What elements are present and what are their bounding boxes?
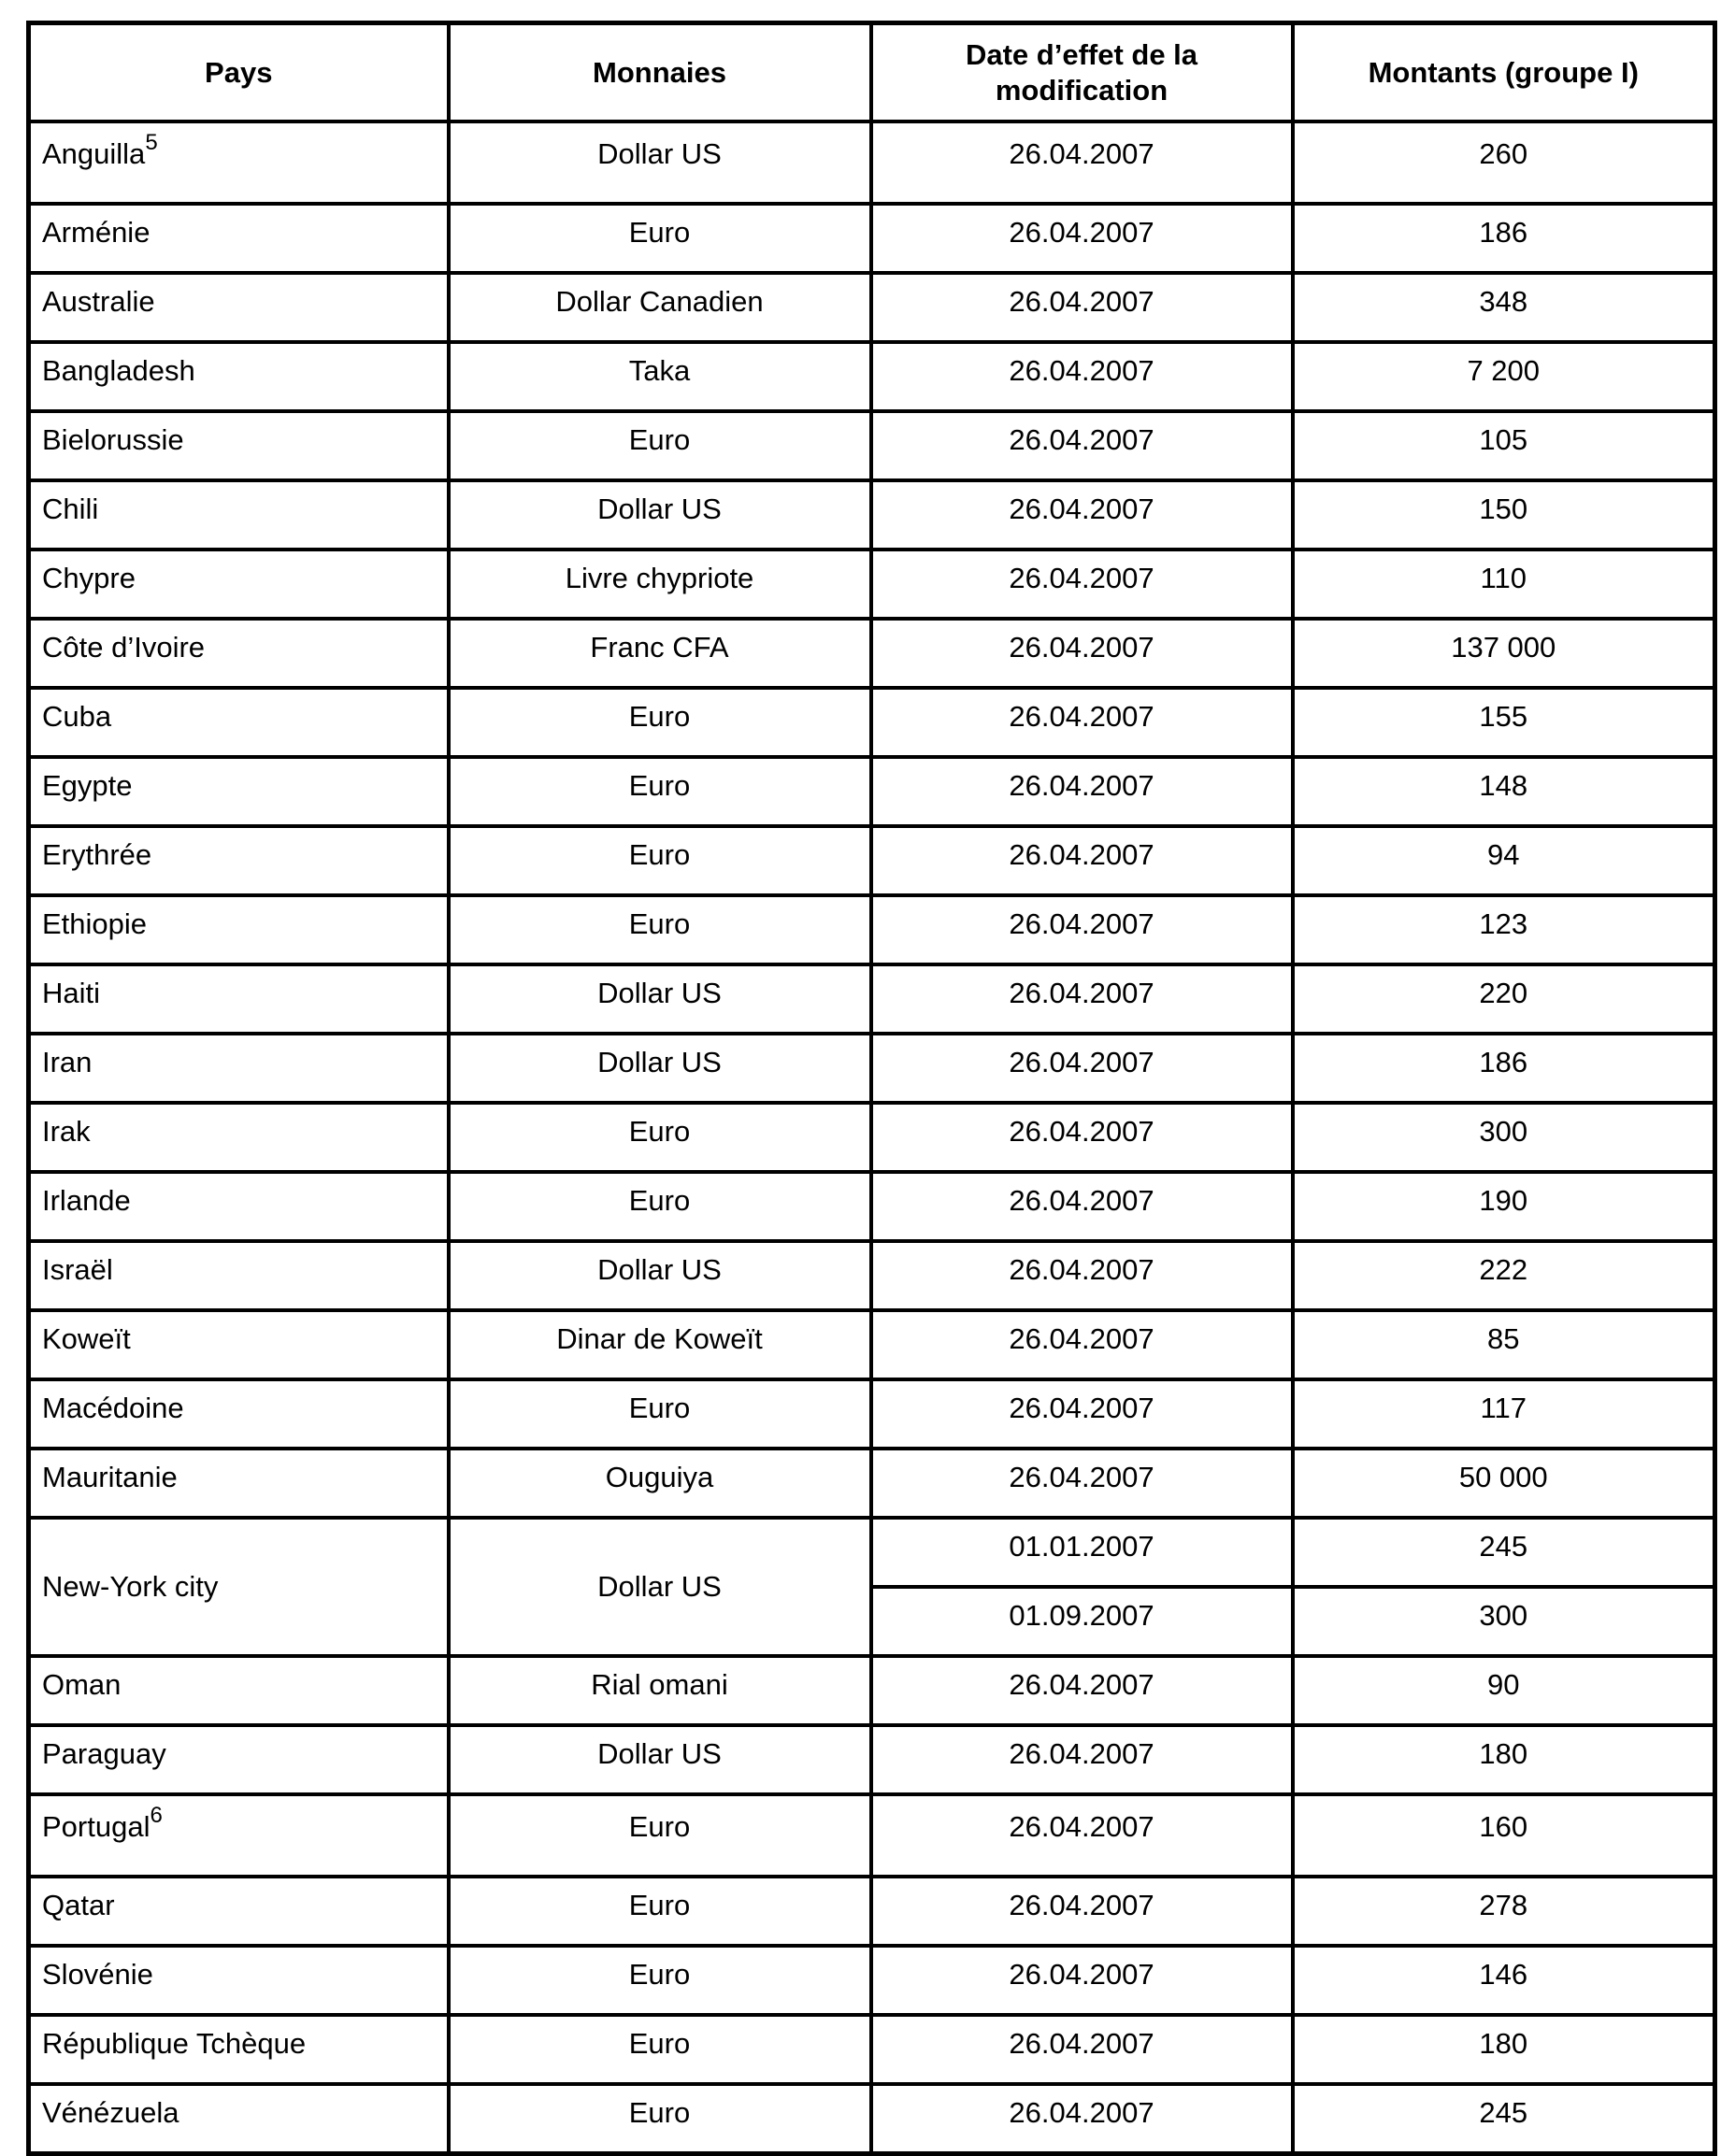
- table-row: [29, 1656, 1715, 1725]
- table-row: [29, 1877, 1715, 1946]
- currency-cell: Euro: [449, 1172, 871, 1241]
- country-cell: [29, 619, 449, 688]
- date-cell: 26.04.2007: [871, 1103, 1293, 1172]
- footnote-marker: 6: [150, 1802, 163, 1828]
- date-cell: 26.04.2007: [871, 895, 1293, 964]
- currency-cell: Euro: [449, 1103, 871, 1172]
- country-cell: [29, 1946, 449, 2015]
- country-name: Erythrée: [42, 838, 152, 871]
- currency-cell: Franc CFA: [449, 619, 871, 688]
- country-name: Australie: [42, 285, 155, 318]
- currency-cell: Dollar US: [449, 1241, 871, 1310]
- table-row: [29, 1518, 1715, 1587]
- date-cell: 26.04.2007: [871, 1034, 1293, 1103]
- table-row: [29, 342, 1715, 411]
- date-cell: 26.04.2007: [871, 204, 1293, 273]
- country-cell: [29, 411, 449, 480]
- date-cell: 26.04.2007: [871, 2015, 1293, 2084]
- table-row: [29, 619, 1715, 688]
- date-cell: 01.09.2007: [871, 1587, 1293, 1656]
- amount-cell: 117: [1293, 1379, 1715, 1449]
- country-name: Côte d’Ivoire: [42, 631, 206, 664]
- country-name: Egypte: [42, 769, 133, 802]
- document-page: [26, 21, 1717, 2156]
- country-name: Arménie: [42, 216, 151, 249]
- amount-cell: 300: [1293, 1587, 1715, 1656]
- country-name: Iran: [42, 1046, 93, 1078]
- amount-cell: 155: [1293, 688, 1715, 757]
- date-cell: 26.04.2007: [871, 480, 1293, 550]
- currency-cell: Dollar US: [449, 964, 871, 1034]
- date-cell: 26.04.2007: [871, 121, 1293, 204]
- table-row: [29, 1946, 1715, 2015]
- table-row: [29, 2015, 1715, 2084]
- currency-cell: Euro: [449, 688, 871, 757]
- table-row: [29, 1449, 1715, 1518]
- amount-cell: 245: [1293, 1518, 1715, 1587]
- date-cell: 01.01.2007: [871, 1518, 1293, 1587]
- date-cell: 26.04.2007: [871, 1172, 1293, 1241]
- country-name: Bielorussie: [42, 423, 184, 456]
- currency-cell: Euro: [449, 204, 871, 273]
- country-name: Chypre: [42, 562, 136, 594]
- date-cell: 26.04.2007: [871, 826, 1293, 895]
- table-row: [29, 550, 1715, 619]
- amount-cell: 348: [1293, 273, 1715, 342]
- country-name: Haiti: [42, 977, 101, 1009]
- date-cell: 26.04.2007: [871, 1794, 1293, 1877]
- table-row: [29, 480, 1715, 550]
- amount-cell: 180: [1293, 1725, 1715, 1794]
- amount-cell: 245: [1293, 2084, 1715, 2154]
- country-cell: [29, 1877, 449, 1946]
- currency-cell: Dollar US: [449, 1725, 871, 1794]
- amount-cell: 300: [1293, 1103, 1715, 1172]
- currency-cell: Dollar Canadien: [449, 273, 871, 342]
- country-cell: [29, 1034, 449, 1103]
- date-cell: 26.04.2007: [871, 2084, 1293, 2154]
- allowance-table: [26, 21, 1717, 2156]
- currency-cell: Dollar US: [449, 480, 871, 550]
- country-cell: [29, 480, 449, 550]
- table-row: [29, 1103, 1715, 1172]
- amount-cell: 146: [1293, 1946, 1715, 2015]
- currency-cell: Euro: [449, 2084, 871, 2154]
- date-cell: 26.04.2007: [871, 550, 1293, 619]
- table-row: [29, 964, 1715, 1034]
- amount-cell: 90: [1293, 1656, 1715, 1725]
- currency-cell: Euro: [449, 2015, 871, 2084]
- country-name: Slovénie: [42, 1958, 153, 1991]
- country-cell: [29, 1656, 449, 1725]
- date-cell: 26.04.2007: [871, 619, 1293, 688]
- date-cell: 26.04.2007: [871, 1656, 1293, 1725]
- amount-cell: 7 200: [1293, 342, 1715, 411]
- table-row: [29, 121, 1715, 204]
- country-name: Ethiopie: [42, 907, 148, 940]
- table-row: [29, 1172, 1715, 1241]
- date-cell: 26.04.2007: [871, 964, 1293, 1034]
- date-cell: 26.04.2007: [871, 1946, 1293, 2015]
- table-row: [29, 1725, 1715, 1794]
- country-name: Cuba: [42, 700, 112, 733]
- country-name: Israël: [42, 1253, 113, 1286]
- currency-cell: Dollar US: [449, 121, 871, 204]
- country-cell: [29, 2084, 449, 2154]
- table-row: [29, 411, 1715, 480]
- amount-cell: 150: [1293, 480, 1715, 550]
- country-cell: [29, 1379, 449, 1449]
- footnote-marker: 5: [145, 129, 158, 155]
- country-cell: [29, 1725, 449, 1794]
- date-cell: 26.04.2007: [871, 688, 1293, 757]
- country-name: République Tchèque: [42, 2027, 307, 2060]
- country-name: Vénézuela: [42, 2096, 179, 2129]
- country-name: Irlande: [42, 1184, 131, 1217]
- header-currency: Monnaies: [449, 23, 871, 122]
- currency-cell: Euro: [449, 826, 871, 895]
- currency-cell: Euro: [449, 411, 871, 480]
- date-cell: 26.04.2007: [871, 273, 1293, 342]
- country-cell: New-York city: [29, 1518, 449, 1656]
- country-cell: [29, 1449, 449, 1518]
- amount-cell: 220: [1293, 964, 1715, 1034]
- currency-cell: Euro: [449, 757, 871, 826]
- country-cell: [29, 121, 449, 204]
- currency-cell: Euro: [449, 1379, 871, 1449]
- amount-cell: 94: [1293, 826, 1715, 895]
- table-row: [29, 688, 1715, 757]
- amount-cell: 186: [1293, 1034, 1715, 1103]
- amount-cell: 160: [1293, 1794, 1715, 1877]
- date-cell: 26.04.2007: [871, 757, 1293, 826]
- country-name: Paraguay: [42, 1737, 166, 1770]
- country-cell: [29, 342, 449, 411]
- currency-cell: Dinar de Koweït: [449, 1310, 871, 1379]
- country-name: Koweït: [42, 1322, 131, 1355]
- country-cell: [29, 550, 449, 619]
- date-cell: 26.04.2007: [871, 1379, 1293, 1449]
- currency-cell: Dollar US: [449, 1034, 871, 1103]
- amount-cell: 123: [1293, 895, 1715, 964]
- currency-cell: Euro: [449, 1946, 871, 2015]
- country-name: Oman: [42, 1668, 122, 1701]
- table-row: [29, 757, 1715, 826]
- country-cell: [29, 1241, 449, 1310]
- header-country: Pays: [29, 23, 449, 122]
- table-row: [29, 1241, 1715, 1310]
- table-row: [29, 2084, 1715, 2154]
- amount-cell: 278: [1293, 1877, 1715, 1946]
- date-cell: 26.04.2007: [871, 411, 1293, 480]
- currency-cell: Dollar US: [449, 1518, 871, 1656]
- country-cell: [29, 1310, 449, 1379]
- currency-cell: Taka: [449, 342, 871, 411]
- table-body: [29, 121, 1715, 2154]
- country-name: Chili: [42, 493, 99, 525]
- currency-cell: Rial omani: [449, 1656, 871, 1725]
- table-row: [29, 273, 1715, 342]
- date-cell: 26.04.2007: [871, 1310, 1293, 1379]
- amount-cell: 222: [1293, 1241, 1715, 1310]
- currency-cell: Ouguiya: [449, 1449, 871, 1518]
- country-cell: [29, 1172, 449, 1241]
- country-name: Qatar: [42, 1889, 115, 1921]
- date-cell: 26.04.2007: [871, 1877, 1293, 1946]
- currency-cell: Euro: [449, 1794, 871, 1877]
- amount-cell: 186: [1293, 204, 1715, 273]
- country-cell: [29, 826, 449, 895]
- amount-cell: 260: [1293, 121, 1715, 204]
- country-cell: [29, 1794, 449, 1877]
- country-name: Irak: [42, 1115, 91, 1148]
- table-row: [29, 1379, 1715, 1449]
- header-amount: Montants (groupe I): [1293, 23, 1715, 122]
- country-name: Portugal: [42, 1810, 151, 1843]
- amount-cell: 148: [1293, 757, 1715, 826]
- currency-cell: Euro: [449, 895, 871, 964]
- country-cell: [29, 895, 449, 964]
- country-name: Macédoine: [42, 1392, 184, 1424]
- header-row: [29, 23, 1715, 122]
- amount-cell: 137 000: [1293, 619, 1715, 688]
- date-cell: 26.04.2007: [871, 342, 1293, 411]
- country-cell: [29, 964, 449, 1034]
- date-cell: 26.04.2007: [871, 1241, 1293, 1310]
- country-name: Anguilla: [42, 137, 146, 170]
- country-name: Mauritanie: [42, 1461, 178, 1493]
- table-row: [29, 204, 1715, 273]
- country-cell: [29, 688, 449, 757]
- table-row: [29, 826, 1715, 895]
- currency-cell: Livre chypriote: [449, 550, 871, 619]
- table-header: [29, 23, 1715, 122]
- table-row: [29, 1310, 1715, 1379]
- country-cell: [29, 204, 449, 273]
- amount-cell: 110: [1293, 550, 1715, 619]
- date-cell: 26.04.2007: [871, 1725, 1293, 1794]
- country-cell: [29, 1103, 449, 1172]
- header-date: Date d’effet de la modification: [871, 23, 1293, 122]
- country-cell: [29, 2015, 449, 2084]
- amount-cell: 85: [1293, 1310, 1715, 1379]
- date-cell: 26.04.2007: [871, 1449, 1293, 1518]
- table-row: [29, 1034, 1715, 1103]
- table-row: [29, 1794, 1715, 1877]
- amount-cell: 180: [1293, 2015, 1715, 2084]
- amount-cell: 50 000: [1293, 1449, 1715, 1518]
- table-row: [29, 895, 1715, 964]
- country-cell: [29, 273, 449, 342]
- amount-cell: 190: [1293, 1172, 1715, 1241]
- currency-cell: Euro: [449, 1877, 871, 1946]
- country-name: Bangladesh: [42, 354, 195, 387]
- amount-cell: 105: [1293, 411, 1715, 480]
- country-cell: [29, 757, 449, 826]
